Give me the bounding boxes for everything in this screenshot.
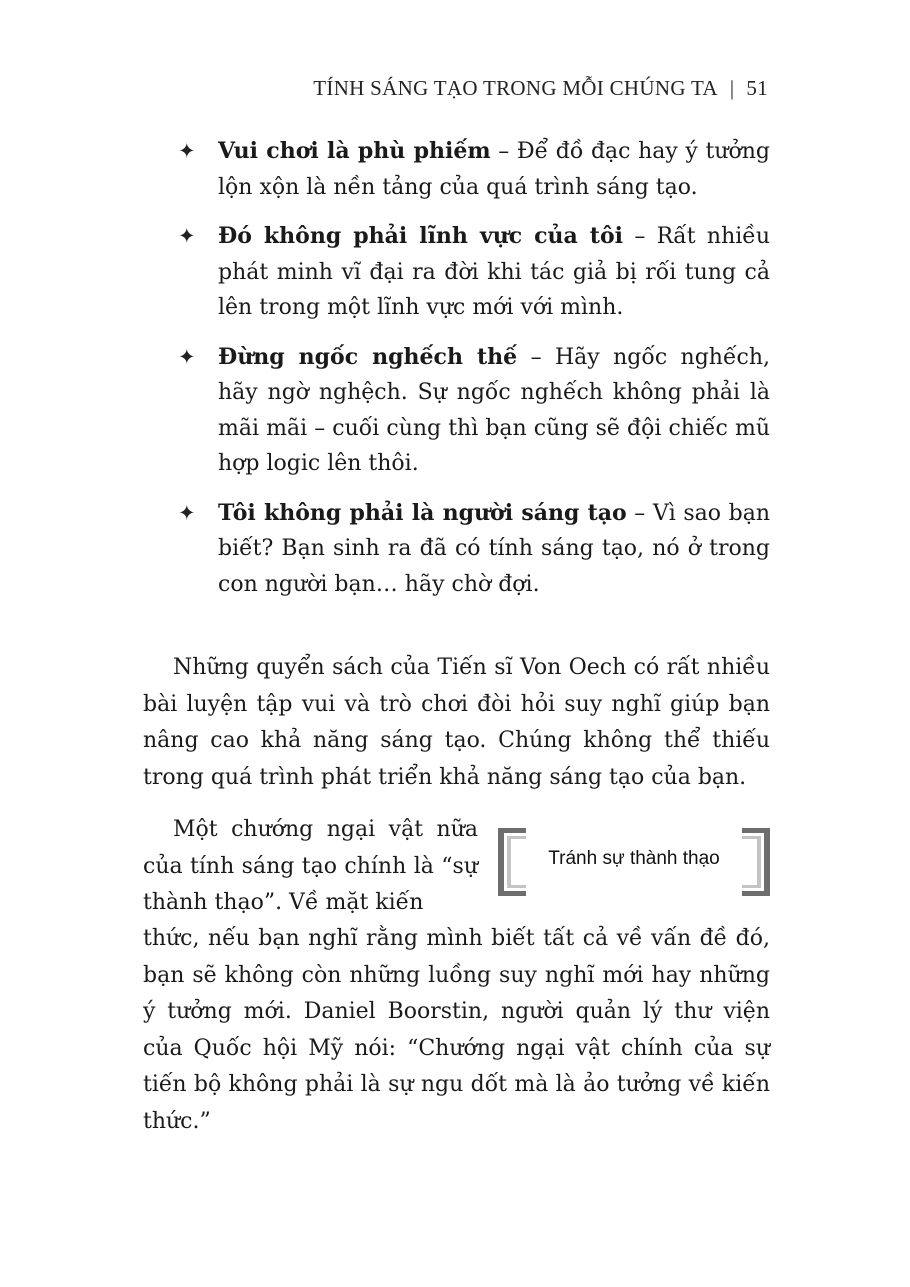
sparkle-bullet-icon: ✦ [178,224,196,248]
bullet-title: Vui chơi là phù phiếm [218,138,491,164]
bullet-title: Tôi không phải là người sáng tạo [218,499,627,526]
running-header [313,76,768,101]
bullet-text [218,340,770,482]
body-paragraph: Những quyển sách của Tiến sĩ Von Oech có rất nhiều bài luyện tập vui và trò chơi đòi hỏi suy nghĩ giúp bạn nâng cao khả năng sáng tạo. Chúng không thể thiếu trong quá trình phát triển khả năng sáng tạo của bạn. [143,655,770,790]
list-item [178,219,770,326]
page-number: 51 [746,76,768,100]
bullet-title: Đó không phải lĩnh vực của tôi [218,223,623,249]
bullet-body: – Rất nhiều phát minh vĩ đại ra đời khi tác giả bị rối tung cả lên trong một lĩnh vực mới với mình. [218,224,770,320]
callout-box [498,828,770,896]
bullet-body: – Hãy ngốc nghếch, hãy ngờ nghệch. Sự ngốc nghếch không phải là mãi mãi – cuối cùng thì bạn cũng sẽ đội chiếc mũ hợp logic lên thôi. [218,344,770,476]
sparkle-bullet-icon: ✦ [178,344,196,369]
sparkle-bullet-icon: ✦ [178,500,196,525]
bullet-list [178,134,770,616]
bullet-text [218,134,770,205]
bullet-body: – Để đồ đạc hay ý tưởng lộn xộn là nền tảng của quá trình sáng tạo. [218,139,770,200]
running-title: TÍNH SÁNG TẠO TRONG MỖI CHÚNG TA [313,76,718,100]
bullet-text [218,219,770,326]
bullet-body: – Vì sao bạn biết? Bạn sinh ra đã có tính sáng tạo, nó ở trong con người bạn… hãy chờ đợi. [218,500,770,597]
header-separator: | [729,76,735,100]
sparkle-bullet-icon: ✦ [178,139,196,163]
list-item [178,340,770,482]
right-bracket-icon [742,828,770,896]
list-item [178,496,770,603]
callout-label: Tránh sự thành thạo [548,848,720,869]
body-paragraph-start: Một chướng ngại vật nữa của tính sáng tạo chính là “sự thành thạo”. Về mặt kiến [143,817,478,915]
body-paragraph-continued: thức, nếu bạn nghĩ rằng mình biết tất cả về vấn đề đó, bạn sẽ không còn những luồng suy nghĩ mới hay những ý tưởng mới. Daniel Boorstin, người quản lý thư viện của Quốc hội Mỹ nói: “Chướng ngại vật chính của sự tiến bộ không phải là sự ngu dốt mà là ảo tưởng về kiến thức.” [143,926,770,1134]
list-item [178,134,770,205]
bullet-text [218,496,770,603]
bullet-title: Đừng ngốc nghếch thế [218,343,518,370]
